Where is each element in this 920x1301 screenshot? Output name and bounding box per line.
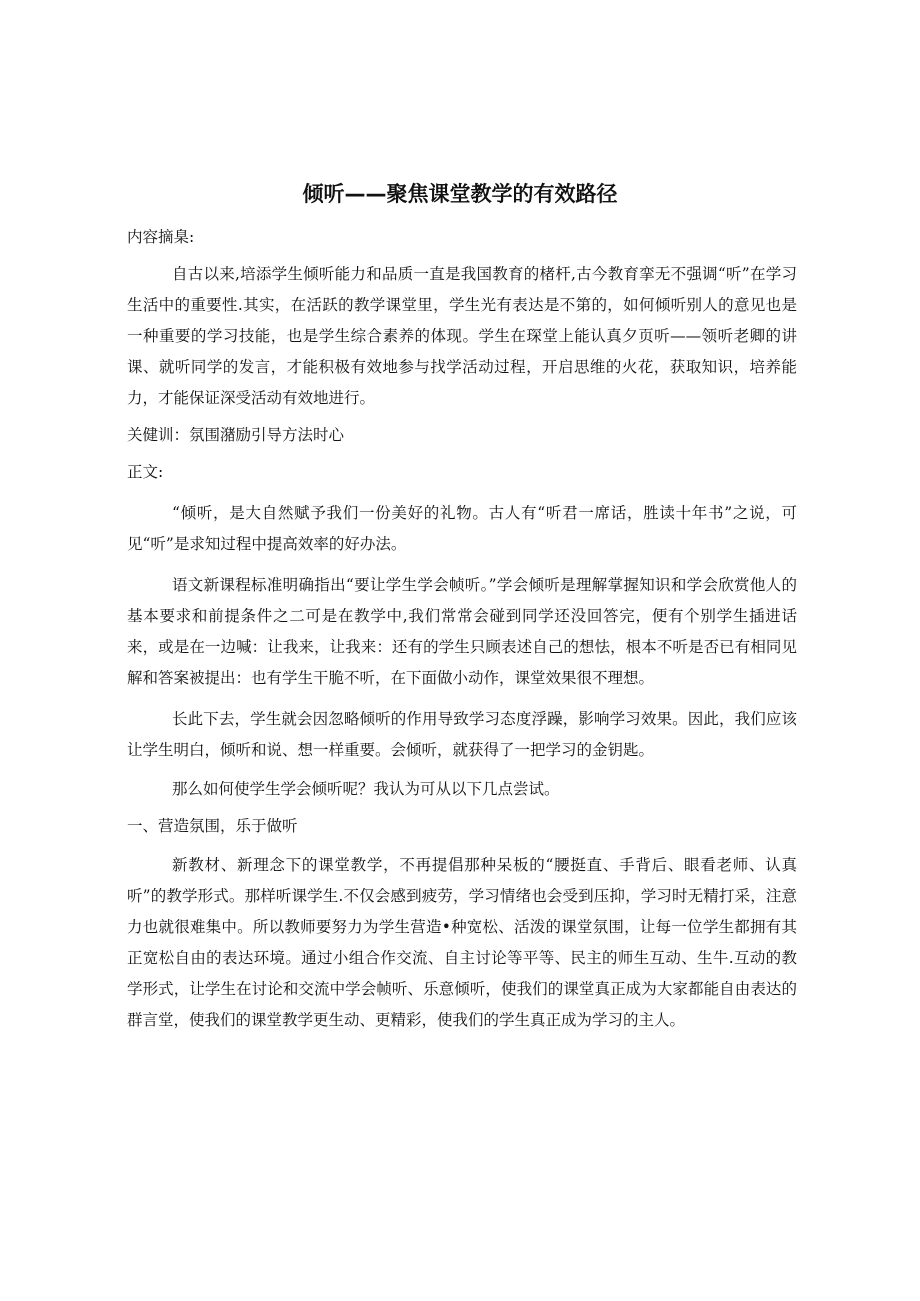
body-paragraph-4: 那么如何使学生学会倾听呢？我认为可从以下几点尝试。 — [172, 780, 560, 798]
section-1-heading: 一、营造氛围，乐于做听 — [127, 817, 298, 835]
body-paragraph-1: “倾听，是大自然赋予我们一份美好的礼物。古人有“听君一席话，胜读十年书”之说，可见“听”是求知过程中提高效率的好办法。 — [127, 504, 797, 553]
document-title: 倾听——聚焦课堂教学的有效路径 — [302, 182, 618, 206]
abstract-label: 内容摘臬: — [127, 228, 195, 246]
document-body — [127, 222, 797, 1036]
body-paragraph-2: 语文新课程标准明确指出“要让学生学会帧听。”学会倾听是理解掌握知识和学会欣赏他人的基本要求和前提条件之二可是在教学中,我们常常会碰到同学还没回答完，便有个别学生插进话来，或是在一边喊：让我来，让我来：还有的学生只顾表述自己的想怯，根本不听是否已有相同见解和答案被提出：也有学生干脆不听，在下面做小动作，课堂效果很不理想。 — [127, 576, 797, 687]
section-1-paragraph: 新教材、新理念下的课堂教学，不再提倡那种呆板的“腰挺直、手背后、眼看老师、认真听”的教学形式。那样听课学生.不仅会感到疲劳，学习情绪也会受到压抑，学习时无精打采，注意力也就很难集中。所以教师要努力为学生营造•种宽松、活泼的课堂氛围，让每一位学生都拥有其正宽松自由的表达环境。通过小组合作交流、自主讨论等平等、民主的师生互动、生牛.互动的教学形式，让学生在讨论和交流中学会帧听、乐意倾听，使我们的课堂真正成为大家都能自由表达的群言堂，使我们的课堂教学更生动、更精彩，使我们的学生真正成为学习的主人。 — [127, 856, 797, 1029]
body-paragraph-3: 长此下去，学生就会因忽略倾听的作用导致学习态度浮躁，影响学习效果。因此，我们应该让学生明白，倾听和说、想一样重要。会倾听，就获得了一把学习的金钥匙。 — [127, 710, 797, 759]
body-label: 正文: — [127, 463, 164, 481]
abstract-paragraph: 自古以来,培添学生倾听能力和品质一直是我国教育的楮杆,古今教育挛无不强调“听”在学习生活中的重要性.其实，在活跃的教学课堂里，学生光有表达是不第的，如何倾听别人的意见也是一种重要的学习技能，也是学生综合素养的体现。学生在琛堂上能认真夕页听——领听老卿的讲课、就听同学的发言，才能积极有效地参与找学活动过程，开启思维的火花，获取知识，培养能力，才能保证深受活动有效地进行。 — [127, 265, 797, 407]
keywords-line: 关健训：氛围潴励引导方法时心 — [127, 426, 345, 444]
